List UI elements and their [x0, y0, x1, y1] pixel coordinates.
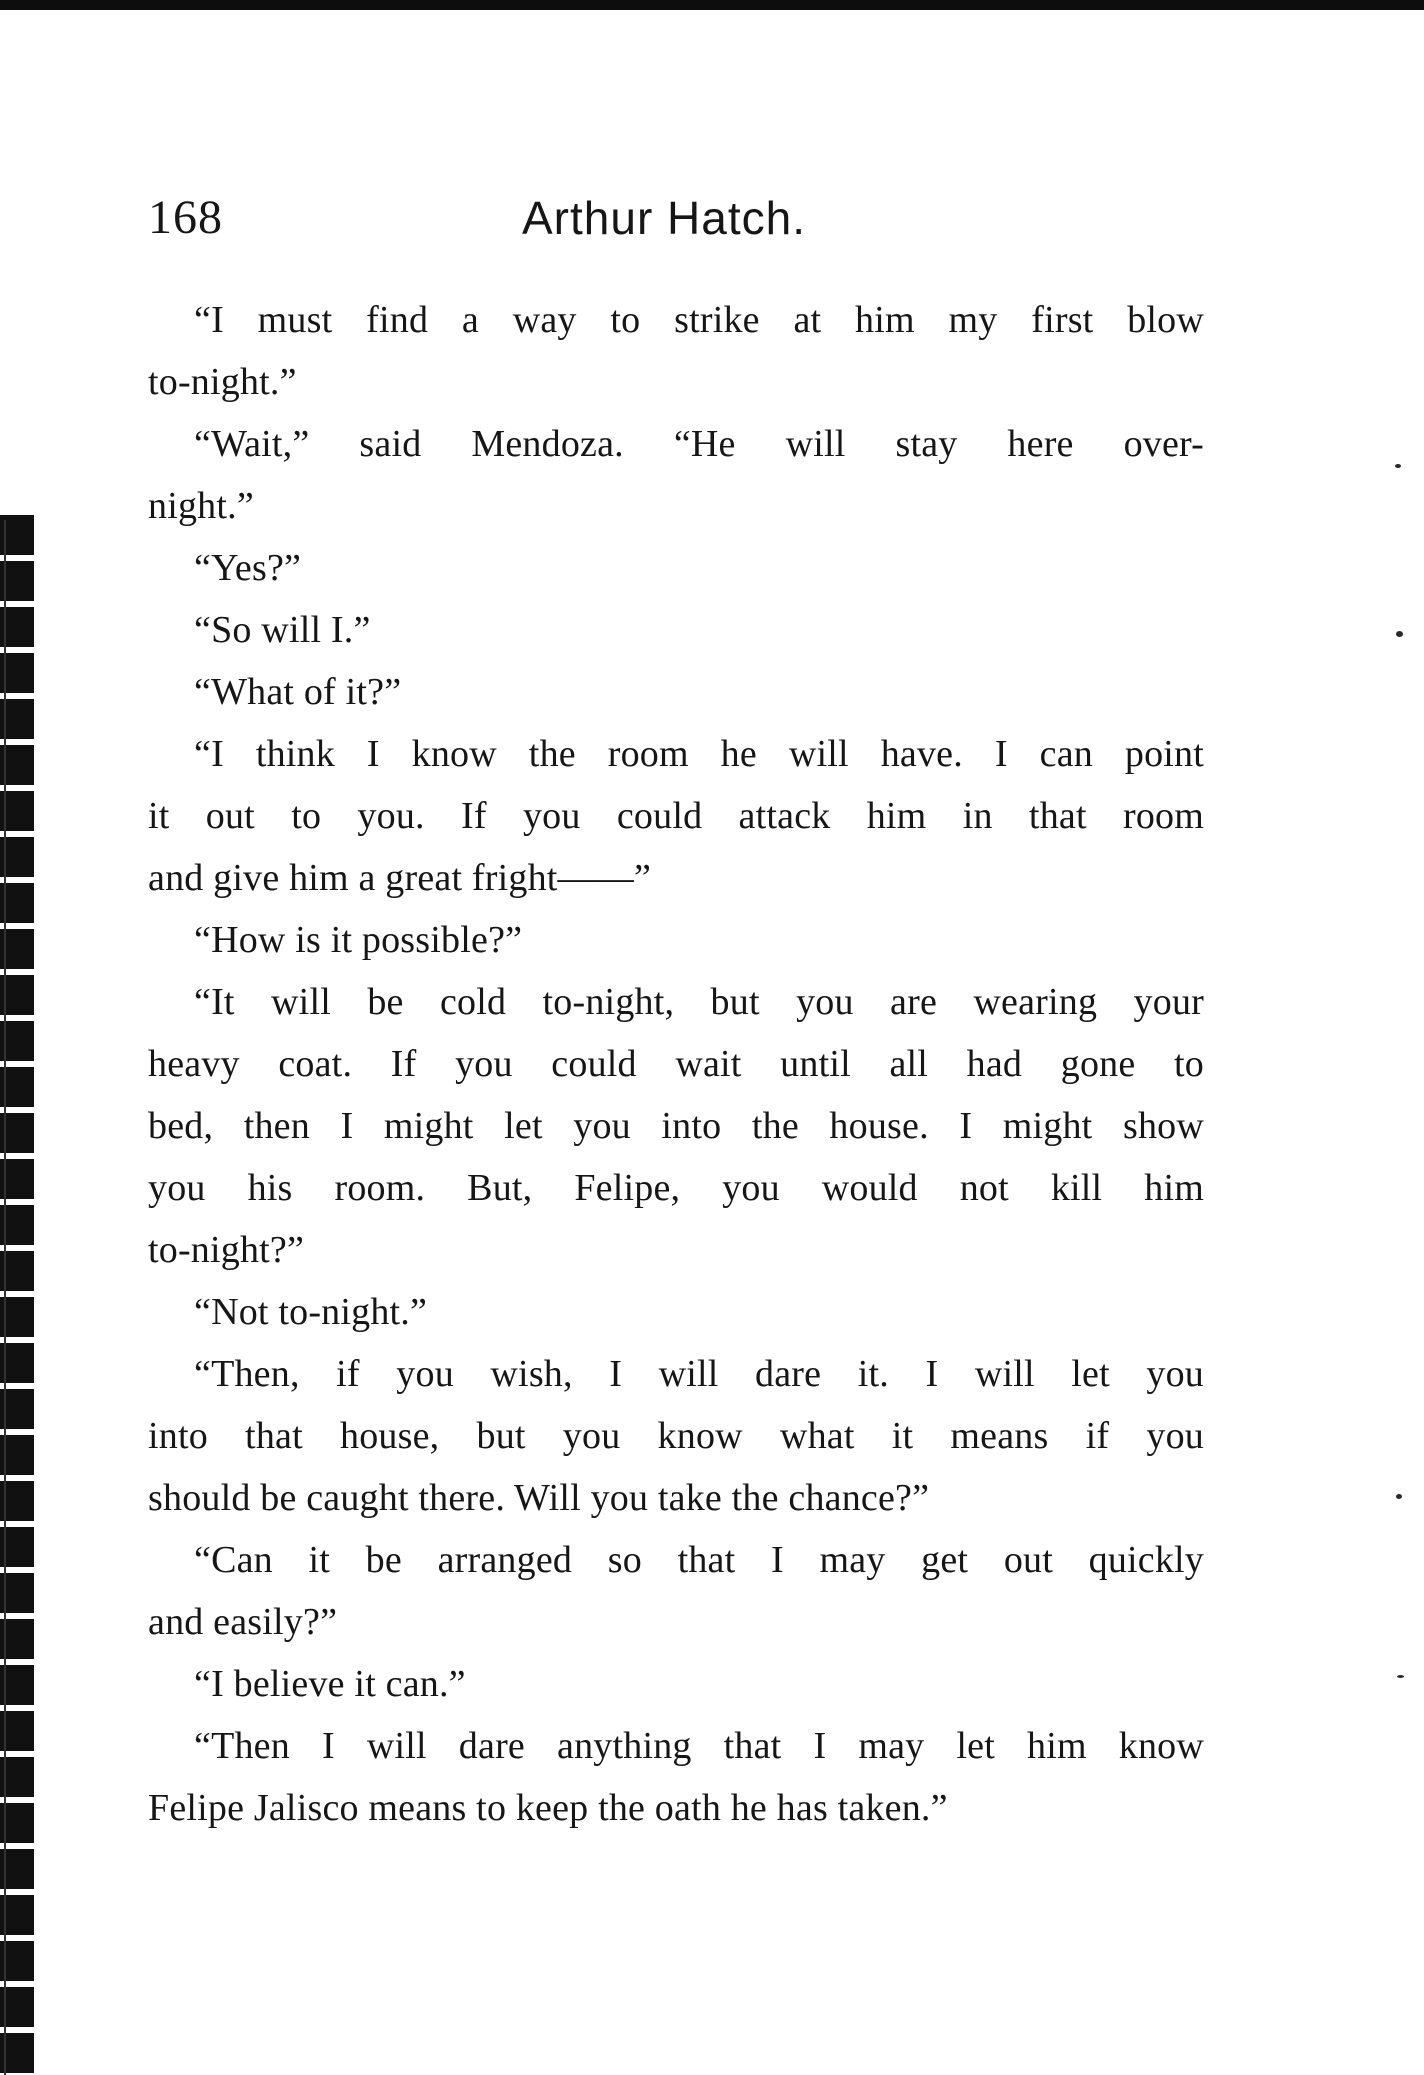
text-line: you his room. But, Felipe, you would not kill him	[148, 1167, 1204, 1209]
scan-left-edge-line	[4, 520, 6, 2075]
scan-speck	[1396, 631, 1403, 637]
text-line: heavy coat. If you could wait until all had gone to	[148, 1043, 1204, 1085]
text-line: “Can it be arranged so that I may get out quickly	[194, 1539, 1204, 1581]
text-line: to-night?”	[148, 1229, 305, 1271]
text-line: “Then I will dare anything that I may let him know	[194, 1725, 1204, 1767]
running-head	[148, 188, 1204, 248]
text-line: “What of it?”	[194, 671, 402, 713]
text-line: “I must find a way to strike at him my first blow	[194, 299, 1204, 341]
scan-top-border	[0, 0, 1424, 10]
text-line: “It will be cold to-night, but you are wearing your	[194, 981, 1204, 1023]
scan-speck	[1395, 464, 1401, 468]
text-line: into that house, but you know what it means if you	[148, 1415, 1204, 1457]
text-line: “I believe it can.”	[194, 1663, 466, 1705]
text-line: “Then, if you wish, I will dare it. I will let you	[194, 1353, 1204, 1395]
text-line: to-night.”	[148, 361, 297, 403]
running-title: Arthur Hatch.	[522, 192, 806, 244]
scan-speck	[1396, 1494, 1402, 1499]
text-line: “Not to-night.”	[194, 1291, 428, 1333]
page-number: 168	[148, 191, 223, 244]
text-line: “How is it possible?”	[194, 919, 523, 961]
text-line: “I think I know the room he will have. I can point	[194, 733, 1204, 775]
text-line: it out to you. If you could attack him in that room	[148, 795, 1204, 837]
text-line: night.”	[148, 485, 254, 527]
text-line: and easily?”	[148, 1601, 338, 1643]
text-line: bed, then I might let you into the house. I might show	[148, 1105, 1204, 1147]
text-line: should be caught there. Will you take the chance?”	[148, 1477, 930, 1519]
text-line: “So will I.”	[194, 609, 371, 651]
text-line: “Yes?”	[194, 547, 302, 589]
body-text	[148, 289, 1204, 1839]
scan-speck	[1397, 1675, 1404, 1678]
text-line: and give him a great fright——”	[148, 857, 652, 899]
text-line: “Wait,” said Mendoza. “He will stay here over-	[194, 423, 1204, 465]
text-line: Felipe Jalisco means to keep the oath he has taken.”	[148, 1787, 948, 1829]
